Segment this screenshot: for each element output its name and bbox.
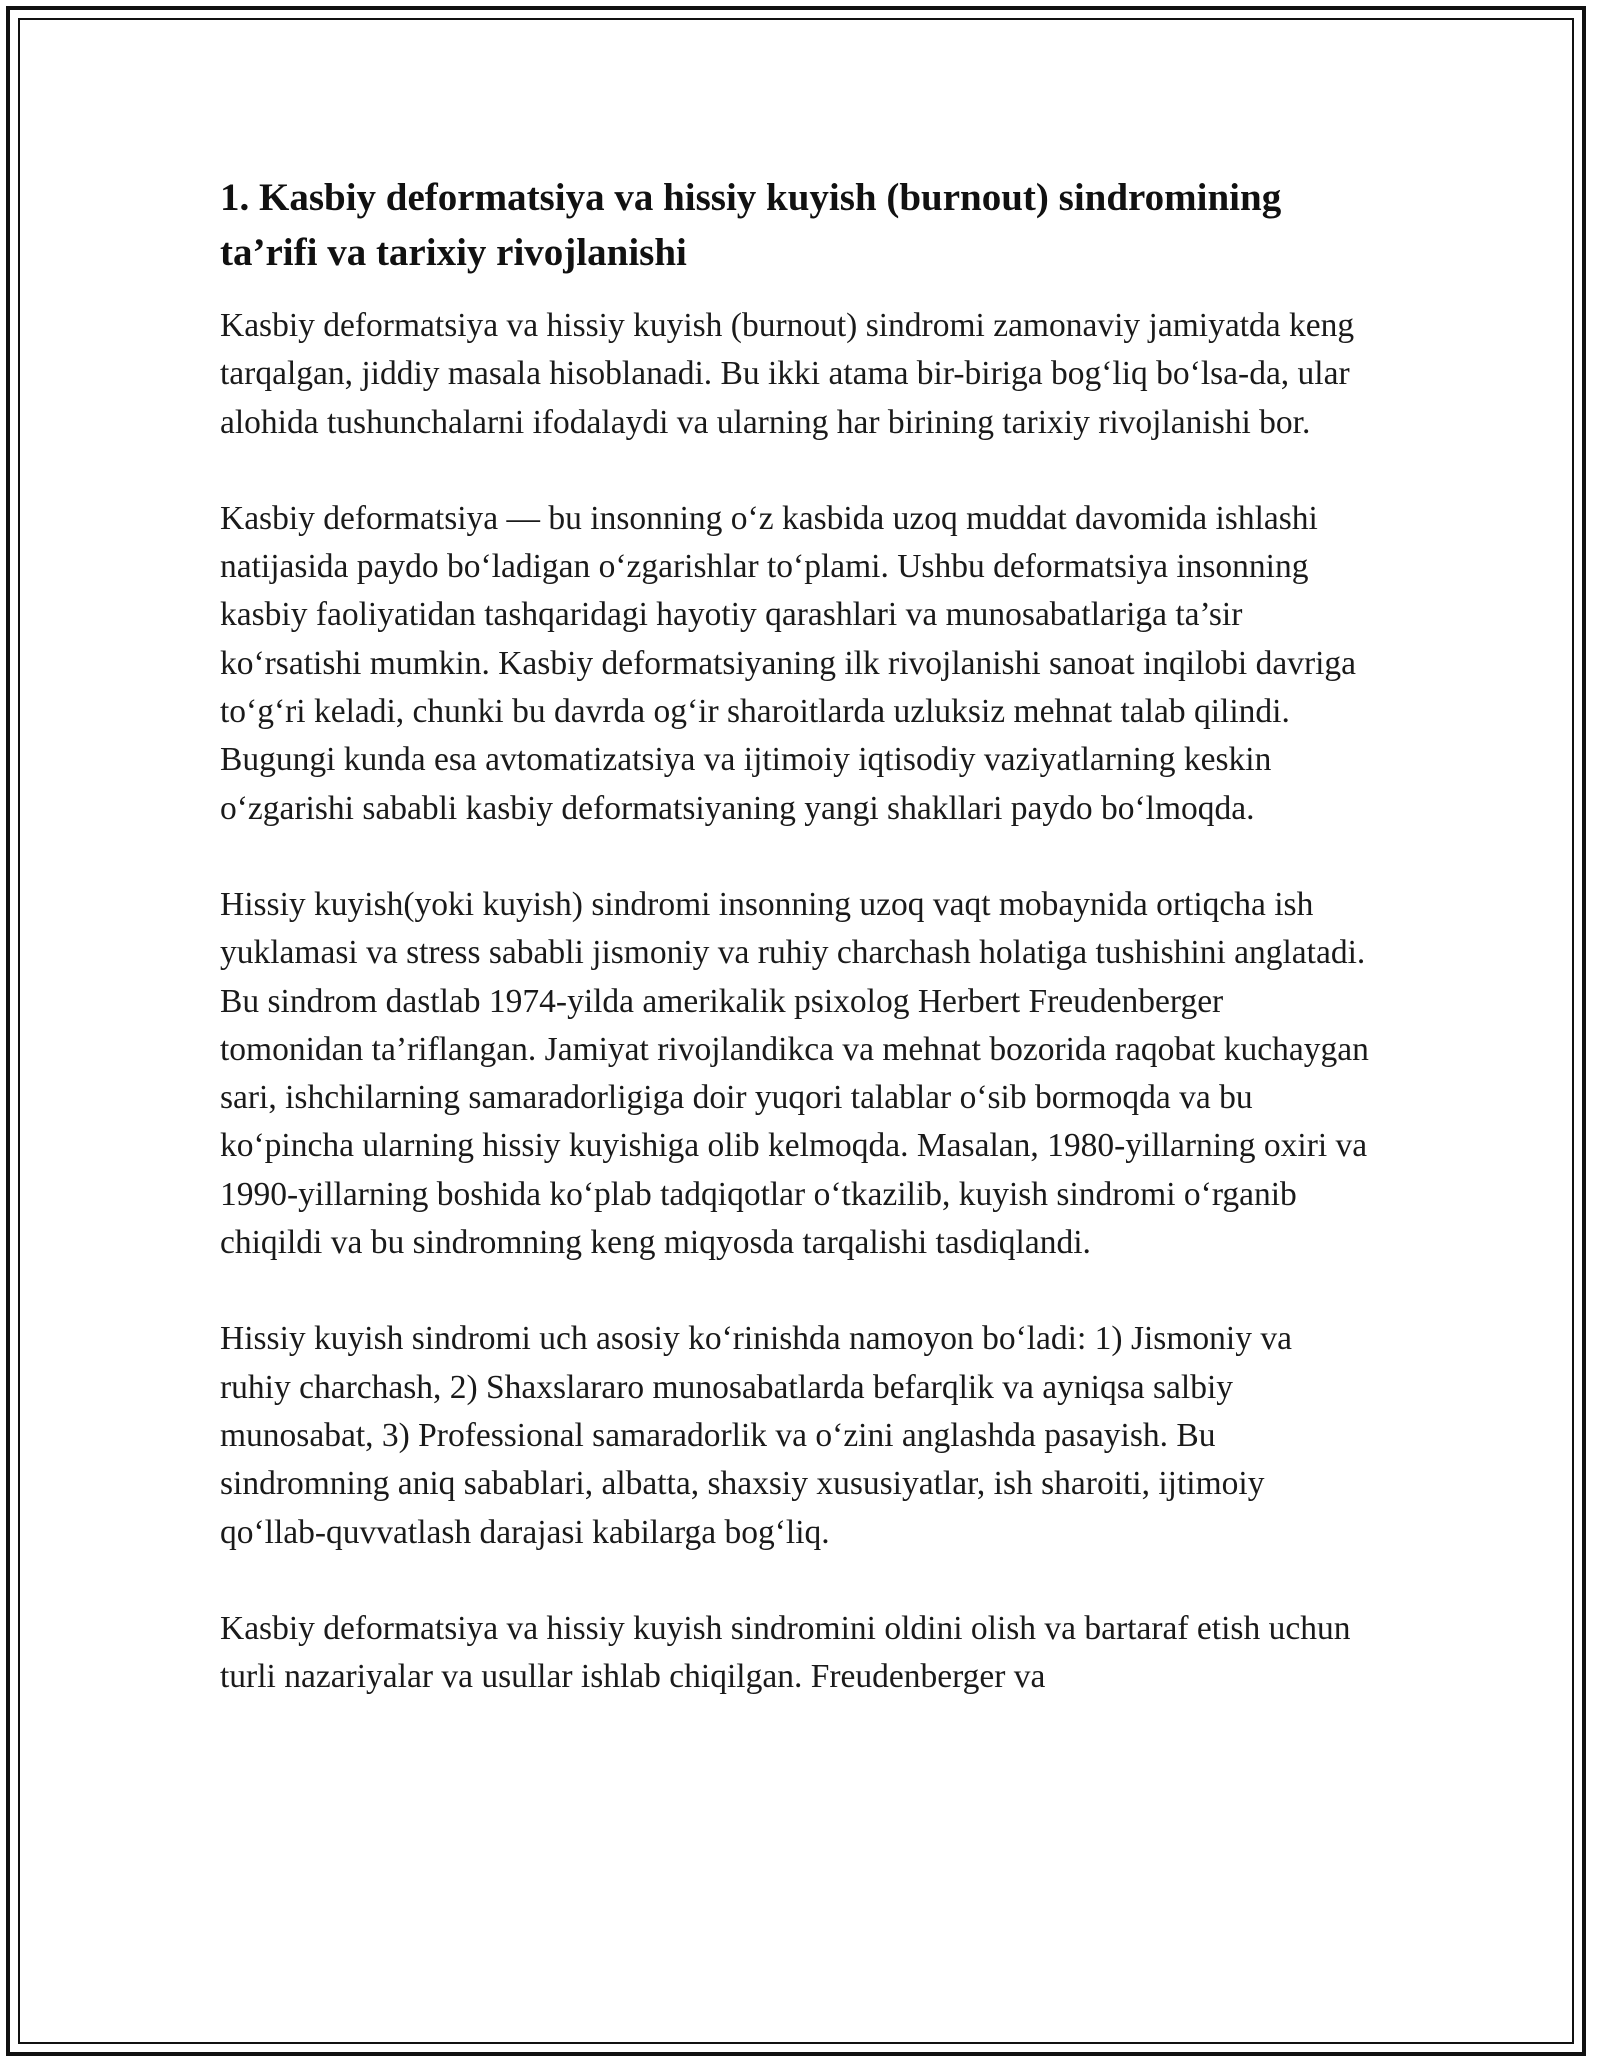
paragraph-5: Kasbiy deformatsiya va hissiy kuyish sindromini oldini olish va bartaraf etish uchun turli nazariyalar va usullar ishlab chiqilgan. Freudenberger va <box>220 1609 1351 1696</box>
paragraph-4: Hissiy kuyish sindromi uch asosiy ko‘rinishda namoyon bo‘ladi: 1) Jismoniy va ruhiy charchash, 2) Shaxslararo munosabatlarda befarqlik va ayniqsa salbiy munosabat, 3) Professional samaradorlik va o‘zini anglashda pasayish. Bu sindromning aniq sabablari, albatta, shaxsiy xususiyatlar, ish sharoiti, ijtimoiy qo‘llab-quvvatlash darajasi kabilarga bog‘liq. <box>220 1320 1292 1551</box>
paragraph-2: Kasbiy deformatsiya — bu insonning o‘z kasbida uzoq muddat davomida ishlashi natijasida paydo bo‘ladigan o‘zgarishlar to‘plami. Ushbu deformatsiya insonning kasbiy faoliyatidan tashqaridagi hayotiy qarashlari va munosabatlariga ta’sir ko‘rsatishi mumkin. Kasbiy deformatsiyaning ilk rivojlanishi sanoat inqilobi davriga to‘g‘ri keladi, chunki bu davrda og‘ir sharoitlarda uzluksiz mehnat talab qilindi. Bugungi kunda esa avtomatizatsiya va ijtimoiy iqtisodiy vaziyatlarning keskin o‘zgarishi sababli kasbiy deformatsiyaning yangi shakllari paydo bo‘lmoqda. <box>220 499 1357 827</box>
section-title: 1. Kasbiy deformatsiya va hissiy kuyish (burnout) sindromining ta’rifi va tarixiy rivojlanishi <box>220 176 1282 274</box>
paragraph-3: Hissiy kuyish(yoki kuyish) sindromi insonning uzoq vaqt mobaynida ortiqcha ish yuklamasi va stress sababli jismoniy va ruhiy charchash holatiga tushishini anglatadi. Bu sindrom dastlab 1974-yilda amerikalik psixolog Herbert Freudenberger tomonidan ta’riflangan. Jamiyat rivojlandikca va mehnat bozorida raqobat kuchaygan sari, ishchilarning samaradorligiga doir yuqori talablar o‘sib bormoqda va bu ko‘pincha ularning hissiy kuyishiga olib kelmoqda. Masalan, 1980-yillarning oxiri va 1990-yillarning boshida ko‘plab tadqiqotlar o‘tkazilib, kuyish sindromi o‘rganib chiqildi va bu sindromning keng miqyosda tarqalishi tasdiqlandi. <box>220 885 1369 1262</box>
paragraph-1: Kasbiy deformatsiya va hissiy kuyish (burnout) sindromi zamonaviy jamiyatda keng tarqalgan, jiddiy masala hisoblanadi. Bu ikki atama bir-biriga bog‘liq bo‘lsa-da, ular alohida tushunchalarni ifodalaydi va ularning har birining tarixiy rivojlanishi bor. <box>220 307 1355 441</box>
document-body <box>220 170 1370 1749</box>
